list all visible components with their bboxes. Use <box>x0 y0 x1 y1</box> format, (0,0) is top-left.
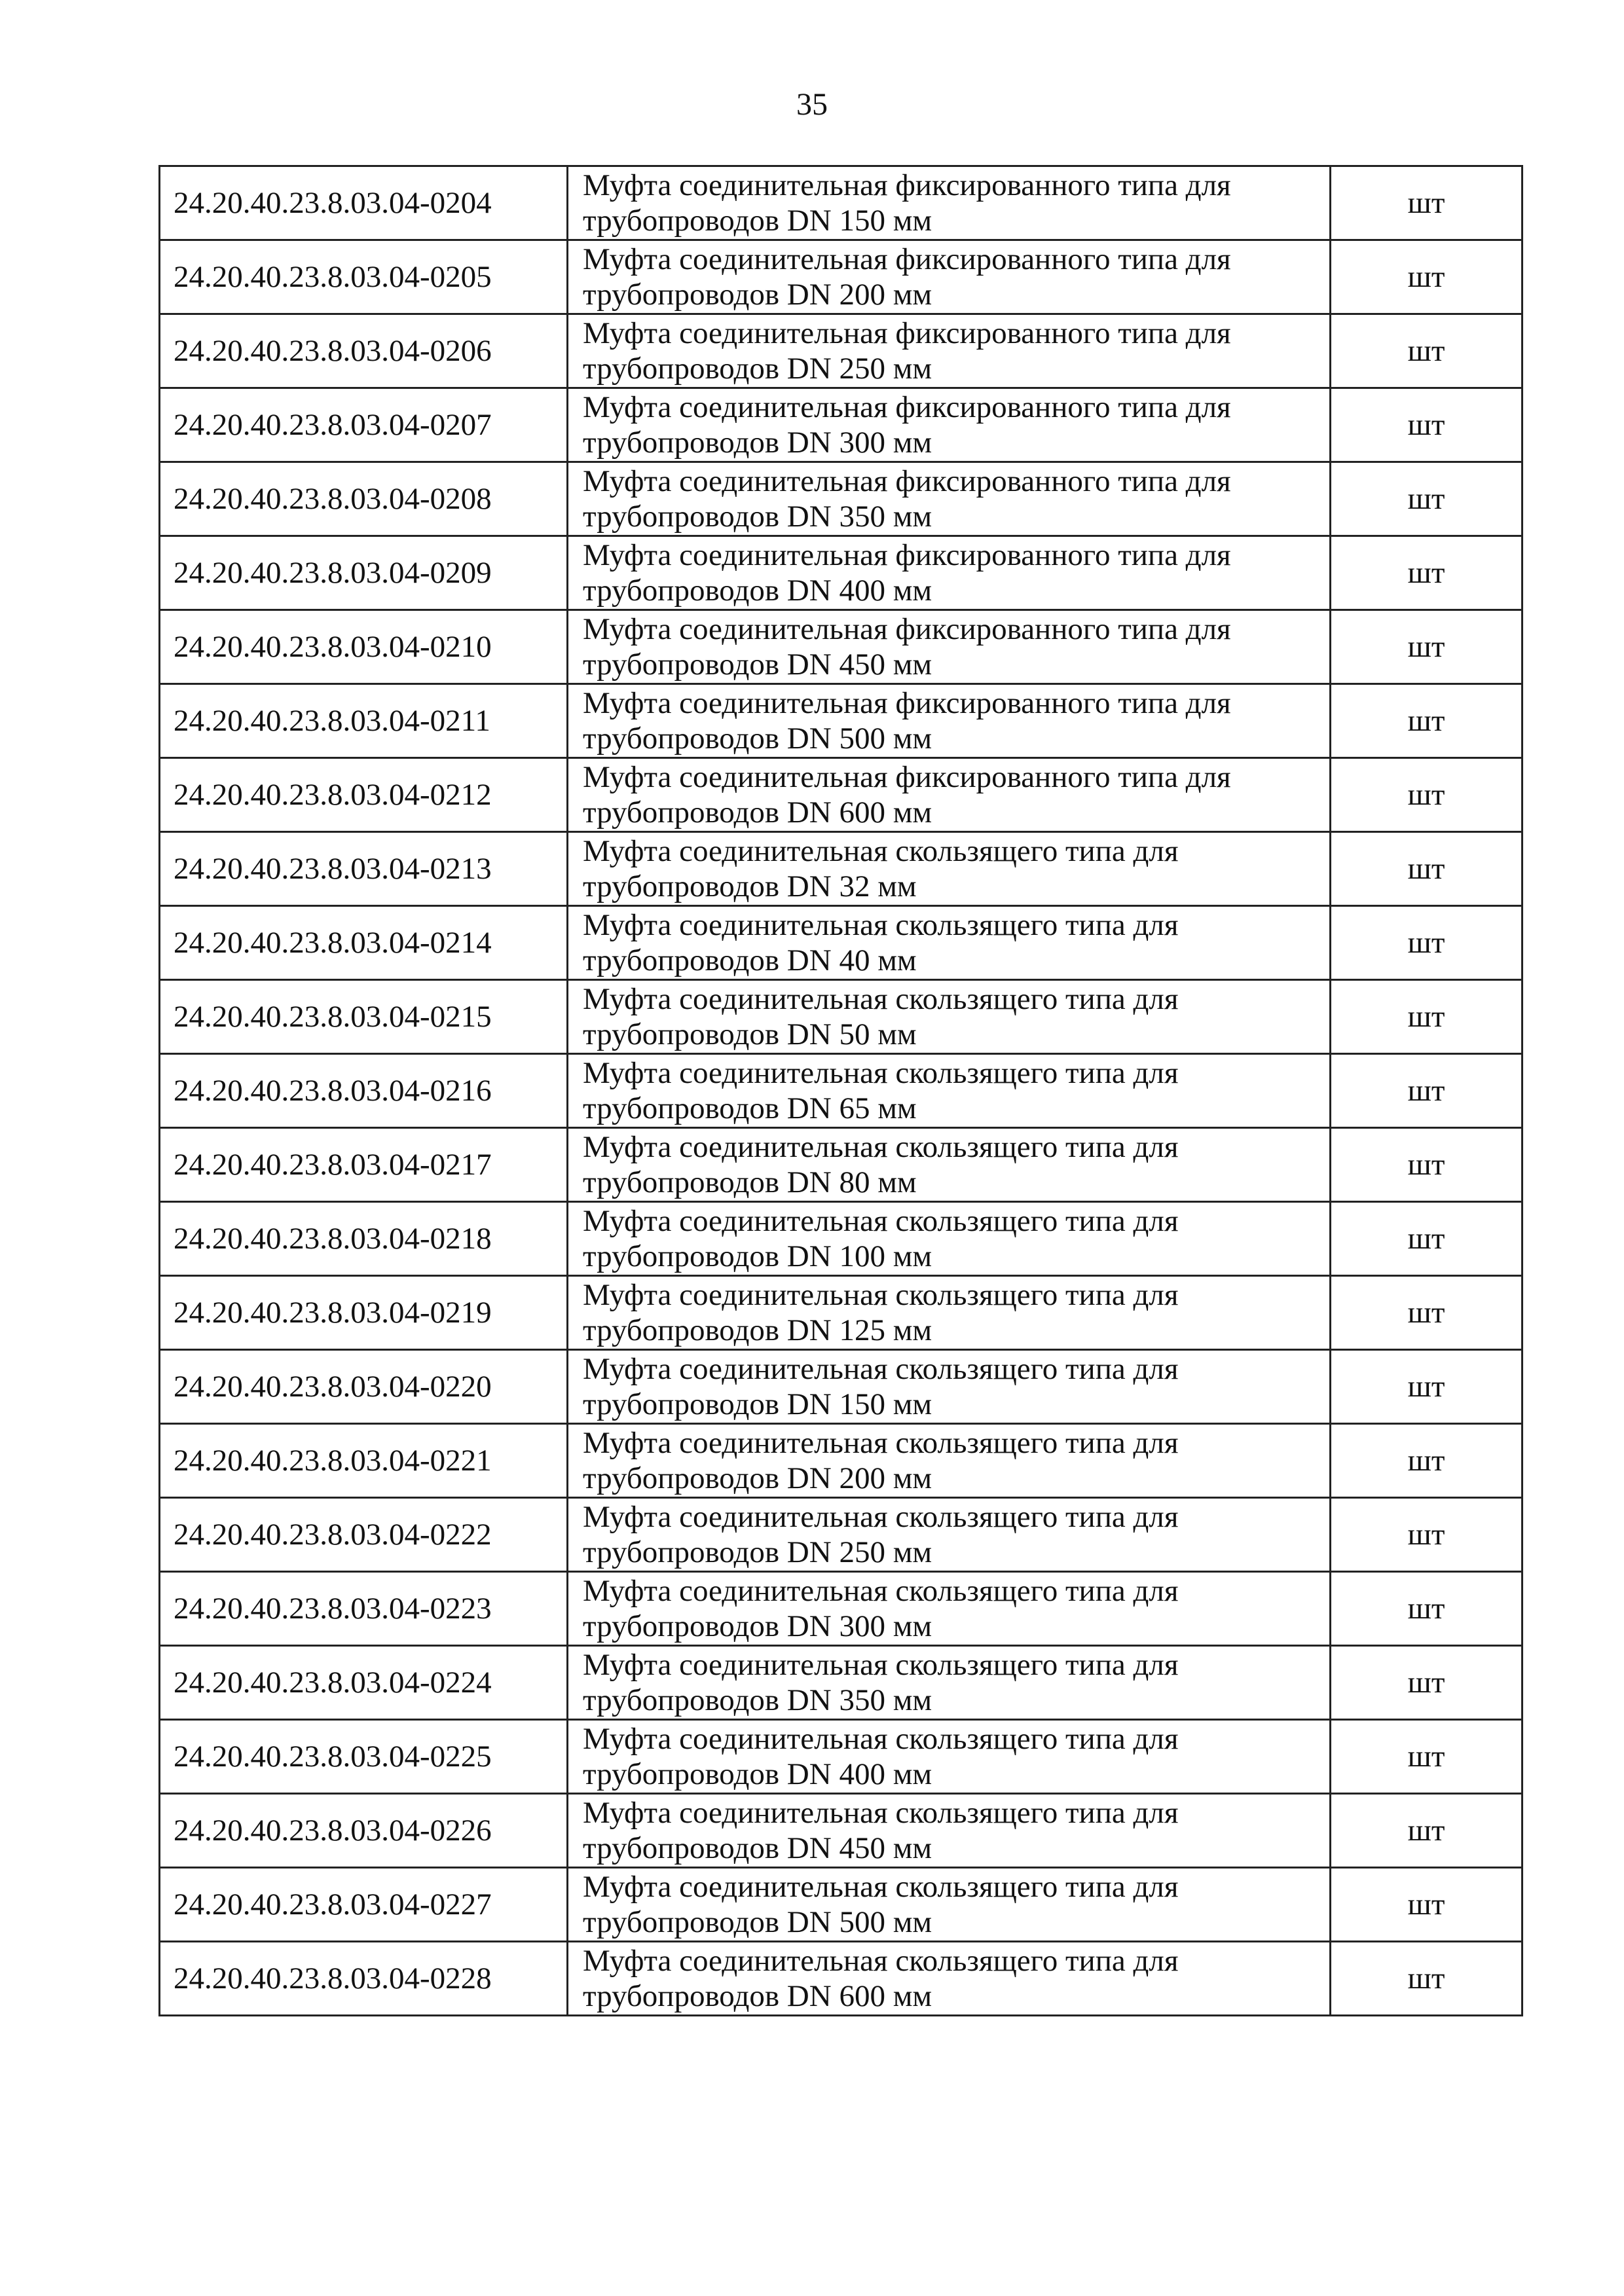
item-unit: шт <box>1331 1350 1522 1424</box>
item-description-line-2: трубопроводов DN 125 мм <box>583 1313 932 1347</box>
item-description-line-2: трубопроводов DN 350 мм <box>583 1683 932 1717</box>
item-description-line-2: трубопроводов DN 450 мм <box>583 647 932 682</box>
item-description-line-1: Муфта соединительная скользящего типа для <box>583 1130 1179 1164</box>
item-description-line-2: трубопроводов DN 150 мм <box>583 1387 932 1421</box>
item-description <box>568 314 1331 388</box>
item-description <box>568 462 1331 536</box>
table-row <box>160 462 1522 536</box>
item-unit: шт <box>1331 388 1522 462</box>
item-description-line-1: Муфта соединительная фиксированного типа для <box>583 760 1231 794</box>
item-code: 24.20.40.23.8.03.04-0222 <box>160 1498 568 1572</box>
table-row <box>160 980 1522 1054</box>
item-description-line-1: Муфта соединительная фиксированного типа для <box>583 612 1231 646</box>
item-description <box>568 1942 1331 2016</box>
item-description-line-1: Муфта соединительная скользящего типа для <box>583 1352 1179 1386</box>
item-description-line-1: Муфта соединительная скользящего типа для <box>583 1056 1179 1090</box>
item-code: 24.20.40.23.8.03.04-0208 <box>160 462 568 536</box>
item-description <box>568 1720 1331 1794</box>
item-description-line-2: трубопроводов DN 450 мм <box>583 1831 932 1865</box>
item-description <box>568 1054 1331 1128</box>
item-description-line-2: трубопроводов DN 600 мм <box>583 795 932 829</box>
table-row <box>160 1572 1522 1646</box>
item-description-line-1: Муфта соединительная скользящего типа для <box>583 1204 1179 1238</box>
item-description-line-1: Муфта соединительная скользящего типа для <box>583 1722 1179 1756</box>
table-row <box>160 536 1522 610</box>
page-number: 35 <box>796 87 828 122</box>
item-description-line-1: Муфта соединительная скользящего типа для <box>583 1944 1179 1978</box>
table-row <box>160 1868 1522 1942</box>
item-unit: шт <box>1331 1868 1522 1942</box>
item-unit: шт <box>1331 1054 1522 1128</box>
item-description-line-2: трубопроводов DN 32 мм <box>583 869 917 903</box>
item-unit: шт <box>1331 314 1522 388</box>
item-unit: шт <box>1331 610 1522 684</box>
item-description <box>568 1646 1331 1720</box>
item-description-line-2: трубопроводов DN 100 мм <box>583 1239 932 1273</box>
item-code: 24.20.40.23.8.03.04-0220 <box>160 1350 568 1424</box>
item-description-line-2: трубопроводов DN 500 мм <box>583 1905 932 1939</box>
item-description-line-1: Муфта соединительная фиксированного типа для <box>583 168 1231 202</box>
item-description-line-1: Муфта соединительная скользящего типа для <box>583 1870 1179 1904</box>
item-code: 24.20.40.23.8.03.04-0228 <box>160 1942 568 2016</box>
item-description-line-2: трубопроводов DN 200 мм <box>583 1461 932 1495</box>
table-row <box>160 1276 1522 1350</box>
item-code: 24.20.40.23.8.03.04-0225 <box>160 1720 568 1794</box>
item-code: 24.20.40.23.8.03.04-0214 <box>160 906 568 980</box>
item-code: 24.20.40.23.8.03.04-0212 <box>160 758 568 832</box>
item-description-line-2: трубопроводов DN 65 мм <box>583 1091 917 1125</box>
item-description-line-1: Муфта соединительная фиксированного типа для <box>583 390 1231 424</box>
item-description-line-2: трубопроводов DN 80 мм <box>583 1165 917 1199</box>
item-code: 24.20.40.23.8.03.04-0215 <box>160 980 568 1054</box>
item-description-line-1: Муфта соединительная скользящего типа для <box>583 1278 1179 1312</box>
table-row <box>160 240 1522 314</box>
item-code: 24.20.40.23.8.03.04-0206 <box>160 314 568 388</box>
item-unit: шт <box>1331 906 1522 980</box>
item-code: 24.20.40.23.8.03.04-0223 <box>160 1572 568 1646</box>
item-description-line-1: Муфта соединительная фиксированного типа для <box>583 686 1231 720</box>
item-description-line-2: трубопроводов DN 500 мм <box>583 721 932 756</box>
table-row <box>160 1794 1522 1868</box>
item-description-line-2: трубопроводов DN 300 мм <box>583 1609 932 1643</box>
item-code: 24.20.40.23.8.03.04-0210 <box>160 610 568 684</box>
item-description-line-2: трубопроводов DN 400 мм <box>583 1757 932 1791</box>
item-description <box>568 1424 1331 1498</box>
table-row <box>160 832 1522 906</box>
item-description-line-2: трубопроводов DN 300 мм <box>583 426 932 460</box>
item-description-line-1: Муфта соединительная скользящего типа для <box>583 1426 1179 1460</box>
item-code: 24.20.40.23.8.03.04-0207 <box>160 388 568 462</box>
table-row <box>160 388 1522 462</box>
item-code: 24.20.40.23.8.03.04-0224 <box>160 1646 568 1720</box>
table-row <box>160 1350 1522 1424</box>
item-unit: шт <box>1331 684 1522 758</box>
item-description-line-1: Муфта соединительная скользящего типа для <box>583 908 1179 942</box>
item-unit: шт <box>1331 1720 1522 1794</box>
item-description-line-2: трубопроводов DN 250 мм <box>583 352 932 386</box>
item-description <box>568 388 1331 462</box>
table-row <box>160 166 1522 240</box>
item-code: 24.20.40.23.8.03.04-0205 <box>160 240 568 314</box>
item-code: 24.20.40.23.8.03.04-0209 <box>160 536 568 610</box>
item-description <box>568 1202 1331 1276</box>
item-description <box>568 758 1331 832</box>
item-description-line-2: трубопроводов DN 50 мм <box>583 1017 917 1051</box>
item-description <box>568 1350 1331 1424</box>
item-unit: шт <box>1331 1794 1522 1868</box>
item-unit: шт <box>1331 536 1522 610</box>
item-description-line-1: Муфта соединительная фиксированного типа для <box>583 316 1231 350</box>
item-unit: шт <box>1331 462 1522 536</box>
item-description-line-1: Муфта соединительная скользящего типа для <box>583 1648 1179 1682</box>
item-description-line-1: Муфта соединительная скользящего типа для <box>583 982 1179 1016</box>
table-row <box>160 684 1522 758</box>
item-unit: шт <box>1331 166 1522 240</box>
item-description <box>568 1128 1331 1202</box>
item-description <box>568 980 1331 1054</box>
item-unit: шт <box>1331 1498 1522 1572</box>
item-description-line-1: Муфта соединительная фиксированного типа для <box>583 242 1231 276</box>
item-description-line-2: трубопроводов DN 600 мм <box>583 1979 932 2013</box>
item-description-line-2: трубопроводов DN 400 мм <box>583 574 932 608</box>
table-row <box>160 1202 1522 1276</box>
item-description <box>568 906 1331 980</box>
item-description <box>568 1868 1331 1942</box>
item-unit: шт <box>1331 1128 1522 1202</box>
item-code: 24.20.40.23.8.03.04-0221 <box>160 1424 568 1498</box>
item-code: 24.20.40.23.8.03.04-0216 <box>160 1054 568 1128</box>
table-row <box>160 1646 1522 1720</box>
table-row <box>160 1424 1522 1498</box>
item-description <box>568 1498 1331 1572</box>
item-unit: шт <box>1331 1424 1522 1498</box>
item-code: 24.20.40.23.8.03.04-0217 <box>160 1128 568 1202</box>
item-code: 24.20.40.23.8.03.04-0211 <box>160 684 568 758</box>
item-unit: шт <box>1331 980 1522 1054</box>
item-code: 24.20.40.23.8.03.04-0226 <box>160 1794 568 1868</box>
item-unit: шт <box>1331 1276 1522 1350</box>
item-description <box>568 1572 1331 1646</box>
item-code: 24.20.40.23.8.03.04-0204 <box>160 166 568 240</box>
item-description-line-1: Муфта соединительная скользящего типа для <box>583 1796 1179 1830</box>
item-description <box>568 240 1331 314</box>
item-description <box>568 610 1331 684</box>
items-table-body <box>160 166 1522 2016</box>
item-description <box>568 1794 1331 1868</box>
item-unit: шт <box>1331 1202 1522 1276</box>
item-unit: шт <box>1331 1942 1522 2016</box>
table-row <box>160 758 1522 832</box>
item-unit: шт <box>1331 758 1522 832</box>
table-row <box>160 610 1522 684</box>
table-row <box>160 1054 1522 1128</box>
item-description-line-1: Муфта соединительная фиксированного типа для <box>583 464 1231 498</box>
item-unit: шт <box>1331 832 1522 906</box>
item-description <box>568 1276 1331 1350</box>
item-description-line-1: Муфта соединительная скользящего типа для <box>583 1574 1179 1608</box>
item-unit: шт <box>1331 1572 1522 1646</box>
item-description-line-2: трубопроводов DN 200 мм <box>583 278 932 312</box>
item-code: 24.20.40.23.8.03.04-0218 <box>160 1202 568 1276</box>
item-code: 24.20.40.23.8.03.04-0219 <box>160 1276 568 1350</box>
table-row <box>160 906 1522 980</box>
table-row <box>160 314 1522 388</box>
item-description-line-2: трубопроводов DN 40 мм <box>583 943 917 977</box>
item-description <box>568 832 1331 906</box>
item-description-line-1: Муфта соединительная скользящего типа для <box>583 1500 1179 1534</box>
item-description-line-1: Муфта соединительная фиксированного типа для <box>583 538 1231 572</box>
table-row <box>160 1942 1522 2016</box>
table-row <box>160 1128 1522 1202</box>
items-table <box>158 165 1523 2016</box>
item-description-line-2: трубопроводов DN 350 мм <box>583 500 932 534</box>
item-unit: шт <box>1331 1646 1522 1720</box>
item-description <box>568 166 1331 240</box>
table-row <box>160 1498 1522 1572</box>
item-unit: шт <box>1331 240 1522 314</box>
item-description <box>568 536 1331 610</box>
item-code: 24.20.40.23.8.03.04-0213 <box>160 832 568 906</box>
item-code: 24.20.40.23.8.03.04-0227 <box>160 1868 568 1942</box>
item-description-line-2: трубопроводов DN 150 мм <box>583 204 932 238</box>
item-description-line-2: трубопроводов DN 250 мм <box>583 1535 932 1569</box>
item-description <box>568 684 1331 758</box>
table-row <box>160 1720 1522 1794</box>
item-description-line-1: Муфта соединительная скользящего типа для <box>583 834 1179 868</box>
